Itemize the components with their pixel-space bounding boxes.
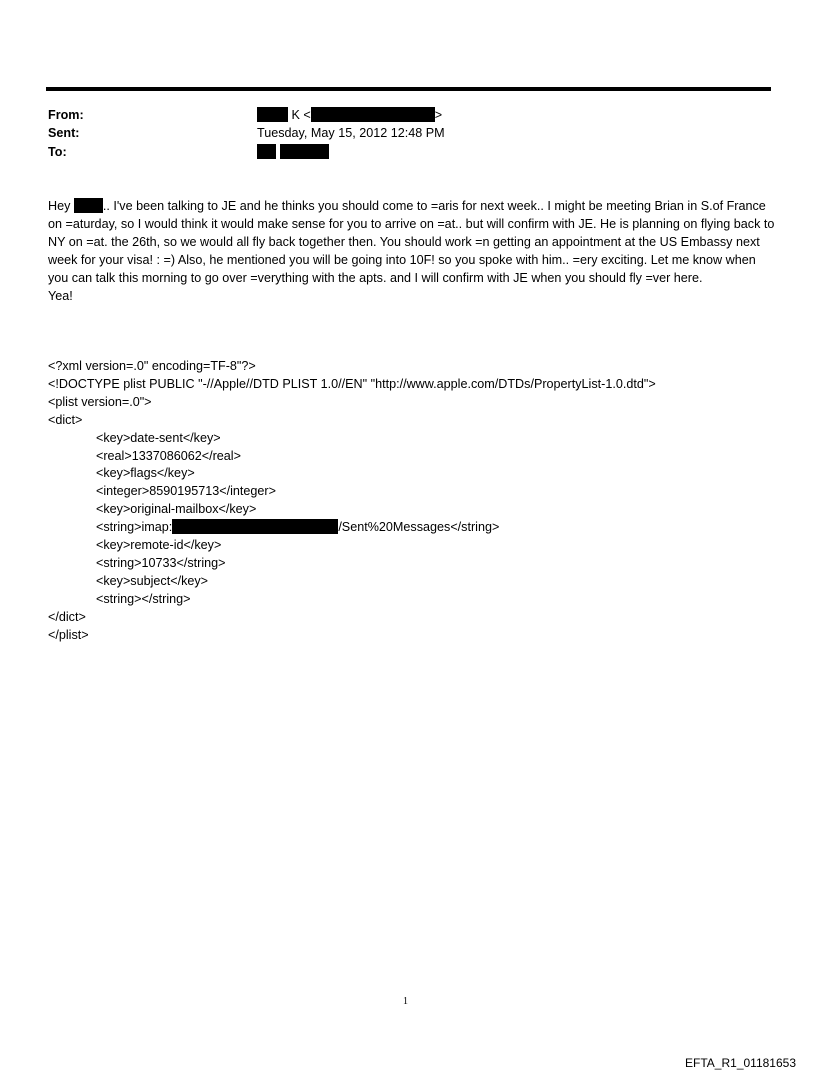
mailbox-suffix: /Sent%20Messages</string> [338,520,500,535]
document-id: EFTA_R1_01181653 [685,1056,796,1070]
sent-row [48,124,79,142]
plist-line: <key>date-sent</key> [96,430,221,445]
plist-line: <real>1337086062</real> [96,448,241,463]
plist-line-mailbox [48,519,656,537]
plist-block [48,358,656,645]
header-rule [46,87,771,91]
doctype-line: <!DOCTYPE plist PUBLIC "-//Apple//DTD PLIST 1.0//EN" "http://www.apple.com/DTDs/PropertyList-1.0.dtd"> [48,376,656,391]
to-value [257,143,329,161]
xml-declaration: <?xml version=.0" encoding=TF-8"?> [48,359,256,373]
plist-line: <integer>8590195713</integer> [96,484,276,499]
plist-line: <key>subject</key> [96,573,209,588]
plist-open: <plist version=.0"> [48,394,152,409]
page-number: 1 [403,996,408,1007]
closing: Yea! [48,289,73,303]
from-value [257,106,442,124]
redaction-block [172,519,338,534]
redaction-block [74,198,103,213]
sent-value: Tuesday, May 15, 2012 12:48 PM [257,126,445,140]
from-row [48,106,84,124]
sent-label: Sent: [48,126,80,140]
dict-close: </dict> [48,609,86,624]
plist-line: <key>flags</key> [96,466,195,481]
to-label: To: [48,145,67,159]
mailbox-prefix: <string>imap: [96,520,173,535]
redaction-block [280,144,329,159]
from-name-suffix: K < [291,108,311,122]
from-close: > [434,108,443,122]
redaction-block [257,107,288,122]
message-body [48,197,778,305]
dict-open: <dict> [48,412,83,427]
from-label: From: [48,108,84,122]
plist-line: <key>remote-id</key> [96,538,222,553]
to-row [48,143,67,161]
plist-close: </plist> [48,627,89,642]
plist-line: <string></string> [96,591,191,606]
greeting: Hey [48,199,71,213]
plist-line: <key>original-mailbox</key> [96,502,257,517]
redaction-block [311,107,435,122]
plist-line: <string>10733</string> [96,555,226,570]
message-text: .. I've been talking to JE and he thinks you should come to =aris for next week.. I might be meeting Brian in S.of France on =aturday, so I would think it would make sense for you to arrive on =at.. but will confirm with JE. He is planning on flying back to NY on =at. the 26th, so we would all fly back together then. You should work =n getting an appointment at the US Embassy next week for your visa! : =) Also, he mentioned you will be going into 10F! so you spoke with him.. =ery exciting. Let me know when you can talk this morning to go over =verything with the apts. and I will confirm with JE when you should fly =ver here. [48,199,775,285]
message-paragraph [48,197,778,287]
redaction-block [257,144,276,159]
